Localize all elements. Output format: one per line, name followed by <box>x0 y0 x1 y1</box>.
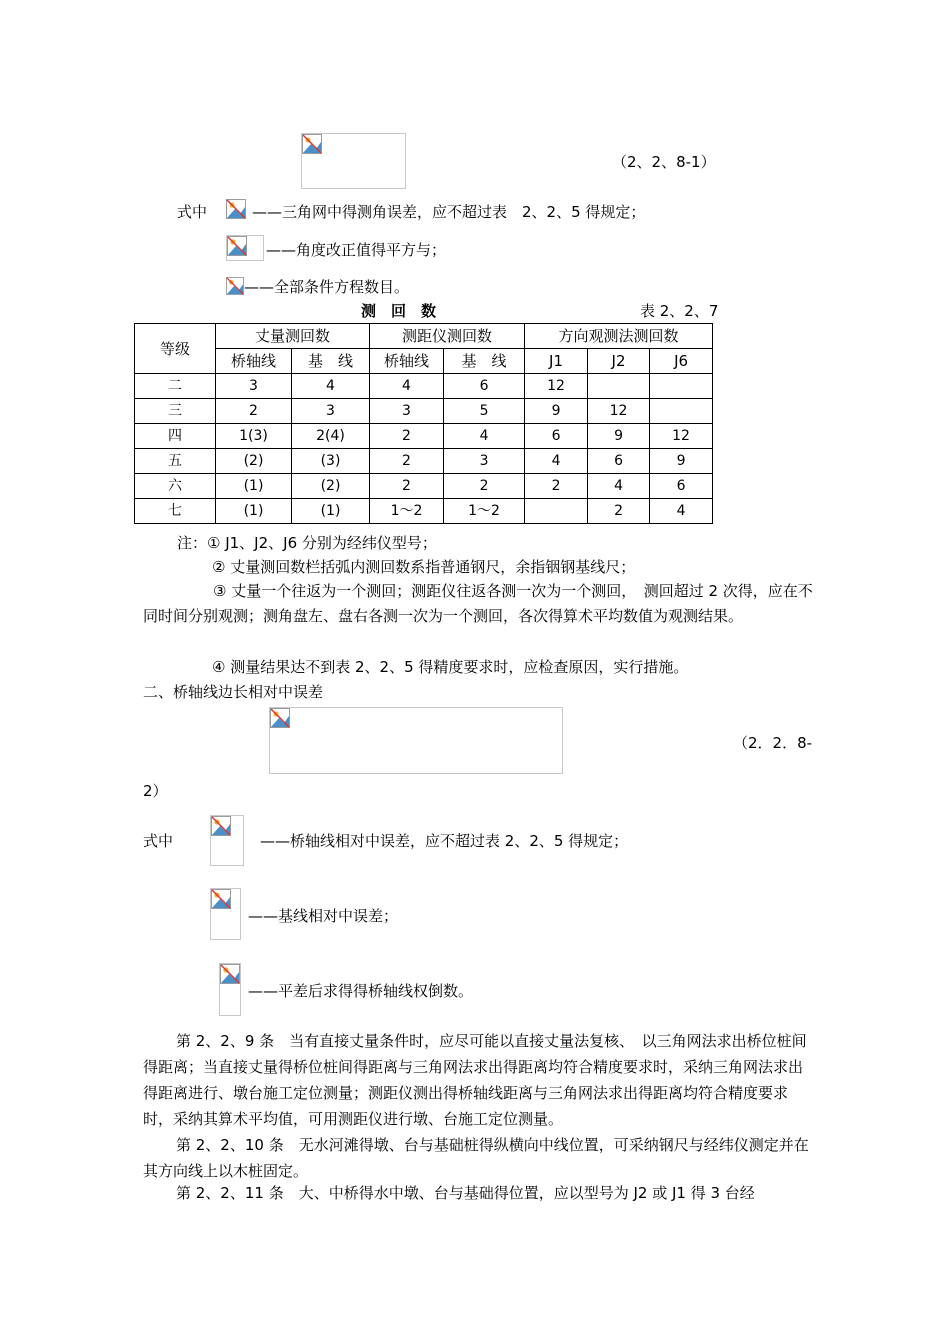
table-cell <box>650 399 713 424</box>
where-label-1: 式中 <box>177 203 208 221</box>
table-row <box>135 474 713 499</box>
table-cell: 4 <box>650 499 713 524</box>
table-cell: 12 <box>525 374 588 399</box>
broken-image-icon <box>227 236 247 256</box>
table-cell: 2(4) <box>292 424 370 449</box>
table-cell: 2 <box>370 474 444 499</box>
table-cell: 1～2 <box>370 499 444 524</box>
where-1-item-3: ——全部条件方程数目。 <box>244 278 410 296</box>
table-row <box>135 499 713 524</box>
table-cell: 9 <box>525 399 588 424</box>
table-cell: 2 <box>216 399 292 424</box>
symbol-image-3 <box>226 277 244 295</box>
table-title: 测 回 数 <box>361 302 437 320</box>
table-cell: (2) <box>216 449 292 474</box>
note-3: ③ 丈量一个往返为一个测回；测距仪往返各测一次为一个测回， 测回超过 2 次得，应在不同时间分别观测；测角盘左、盘右各测一次为一个测回，各次得算术平均数值为观测结果。 <box>143 582 813 625</box>
broken-image-icon <box>270 708 290 728</box>
formula-1-number: （2、2、8-1） <box>612 153 716 171</box>
grade-cell: 三 <box>135 399 216 424</box>
broken-image-icon <box>226 199 246 219</box>
header-edm-rounds: 测距仪测回数 <box>370 324 525 349</box>
header-direction-rounds: 方向观测法测回数 <box>525 324 713 349</box>
table-cell: 6 <box>525 424 588 449</box>
table-cell: 3 <box>370 399 444 424</box>
where-2-item-2: ——基线相对中误差； <box>248 907 399 925</box>
table-cell: (2) <box>292 474 370 499</box>
table-cell: 1(3) <box>216 424 292 449</box>
table-cell: 2 <box>370 424 444 449</box>
article-2-2-10: 第 2、2、10 条 无水河滩得墩、台与基础桩得纵横向中线位置，可采纳钢尺与经纬仪测定并在其方向线上以木桩固定。 <box>143 1136 809 1180</box>
header-bridge-axis-1: 桥轴线 <box>216 349 292 374</box>
table-cell: 2 <box>588 499 650 524</box>
broken-image-icon <box>226 277 244 295</box>
table-cell: 5 <box>444 399 525 424</box>
grade-cell: 二 <box>135 374 216 399</box>
article-2-2-11: 第 2、2、11 条 大、中桥得水中墩、台与基础得位置，应以型号为 J2 或 J1 得 3 台经 <box>176 1184 755 1202</box>
header-j1: J1 <box>525 349 588 374</box>
section-2-heading: 二、桥轴线边长相对中误差 <box>143 683 324 701</box>
header-baseline-2: 基 线 <box>444 349 525 374</box>
symbol-image-6 <box>219 963 241 1016</box>
grade-cell: 六 <box>135 474 216 499</box>
symbol-image-4 <box>210 815 244 866</box>
table-row <box>135 424 713 449</box>
table-cell: 9 <box>650 449 713 474</box>
where-2-item-1: ——桥轴线相对中误差，应不超过表 2、2、5 得规定； <box>260 832 629 850</box>
header-bridge-axis-2: 桥轴线 <box>370 349 444 374</box>
table-cell: (1) <box>216 474 292 499</box>
note-1: 注：① J1、J2、J6 分别为经纬仪型号； <box>177 534 437 552</box>
grade-cell: 七 <box>135 499 216 524</box>
table-cell <box>525 499 588 524</box>
header-j2: J2 <box>588 349 650 374</box>
table-row <box>135 399 713 424</box>
table-cell: 12 <box>588 399 650 424</box>
formula-2-number-a: （2．2．8- <box>733 734 813 752</box>
header-baseline-1: 基 线 <box>292 349 370 374</box>
table-cell: 12 <box>650 424 713 449</box>
where-label-2: 式中 <box>143 832 174 850</box>
table-cell: 6 <box>444 374 525 399</box>
header-grade: 等级 <box>135 324 216 374</box>
survey-rounds-table <box>134 323 713 524</box>
table-cell: 3 <box>292 399 370 424</box>
broken-image-icon <box>211 889 231 909</box>
note-4: ④ 测量结果达不到表 2、2、5 得精度要求时，应检查原因，实行措施。 <box>212 658 689 676</box>
table-cell: 1～2 <box>444 499 525 524</box>
symbol-image-5 <box>210 888 241 940</box>
where-1-item-1: ——三角网中得测角误差，应不超过表 2、2、5 得规定； <box>252 203 646 221</box>
table-cell: 2 <box>444 474 525 499</box>
table-cell: 4 <box>525 449 588 474</box>
broken-image-icon <box>302 134 322 154</box>
where-1-item-2: ——角度改正值得平方与； <box>266 241 447 259</box>
table-cell: 2 <box>525 474 588 499</box>
table-cell: 3 <box>216 374 292 399</box>
table-number: 表 2、2、7 <box>640 302 719 320</box>
table-cell <box>650 374 713 399</box>
symbol-image-2 <box>226 235 264 261</box>
table-cell: 3 <box>444 449 525 474</box>
table-row <box>135 374 713 399</box>
header-tape-rounds: 丈量测回数 <box>216 324 370 349</box>
table-cell: 4 <box>370 374 444 399</box>
broken-image-icon <box>211 816 231 836</box>
table-cell: (1) <box>216 499 292 524</box>
grade-cell: 五 <box>135 449 216 474</box>
formula-2-number-b: 2） <box>143 782 168 800</box>
grade-cell: 四 <box>135 424 216 449</box>
where-2-item-3: ——平差后求得得桥轴线权倒数。 <box>248 982 474 1000</box>
table-cell: 6 <box>588 449 650 474</box>
broken-image-icon <box>220 964 240 984</box>
formula-1-image <box>301 133 406 189</box>
header-j6: J6 <box>650 349 713 374</box>
table-cell: 4 <box>588 474 650 499</box>
table-cell <box>588 374 650 399</box>
symbol-image-1 <box>226 199 248 221</box>
table-cell: 6 <box>650 474 713 499</box>
article-2-2-9: 第 2、2、9 条 当有直接丈量条件时，应尽可能以直接丈量法复核、 以三角网法求出桥位桩间得距离；当直接丈量得桥位桩间得距离与三角网法求出得距离均符合精度要求时，采纳三角网法求出得距离进行、墩台施工定位测量；测距仪测出得桥轴线距离与三角网法求出得距离均符合精度要求时，采纳其算术平均值，可用测距仪进行墩、台施工定位测量。 <box>143 1032 807 1128</box>
table-row <box>135 449 713 474</box>
formula-2-image <box>269 707 563 774</box>
table-cell: 4 <box>292 374 370 399</box>
table-cell: (3) <box>292 449 370 474</box>
table-cell: (1) <box>292 499 370 524</box>
table-cell: 9 <box>588 424 650 449</box>
note-2: ② 丈量测回数栏括弧内测回数系指普通钢尺，余指铟钢基线尺； <box>212 558 636 576</box>
table-cell: 2 <box>370 449 444 474</box>
table-cell: 4 <box>444 424 525 449</box>
